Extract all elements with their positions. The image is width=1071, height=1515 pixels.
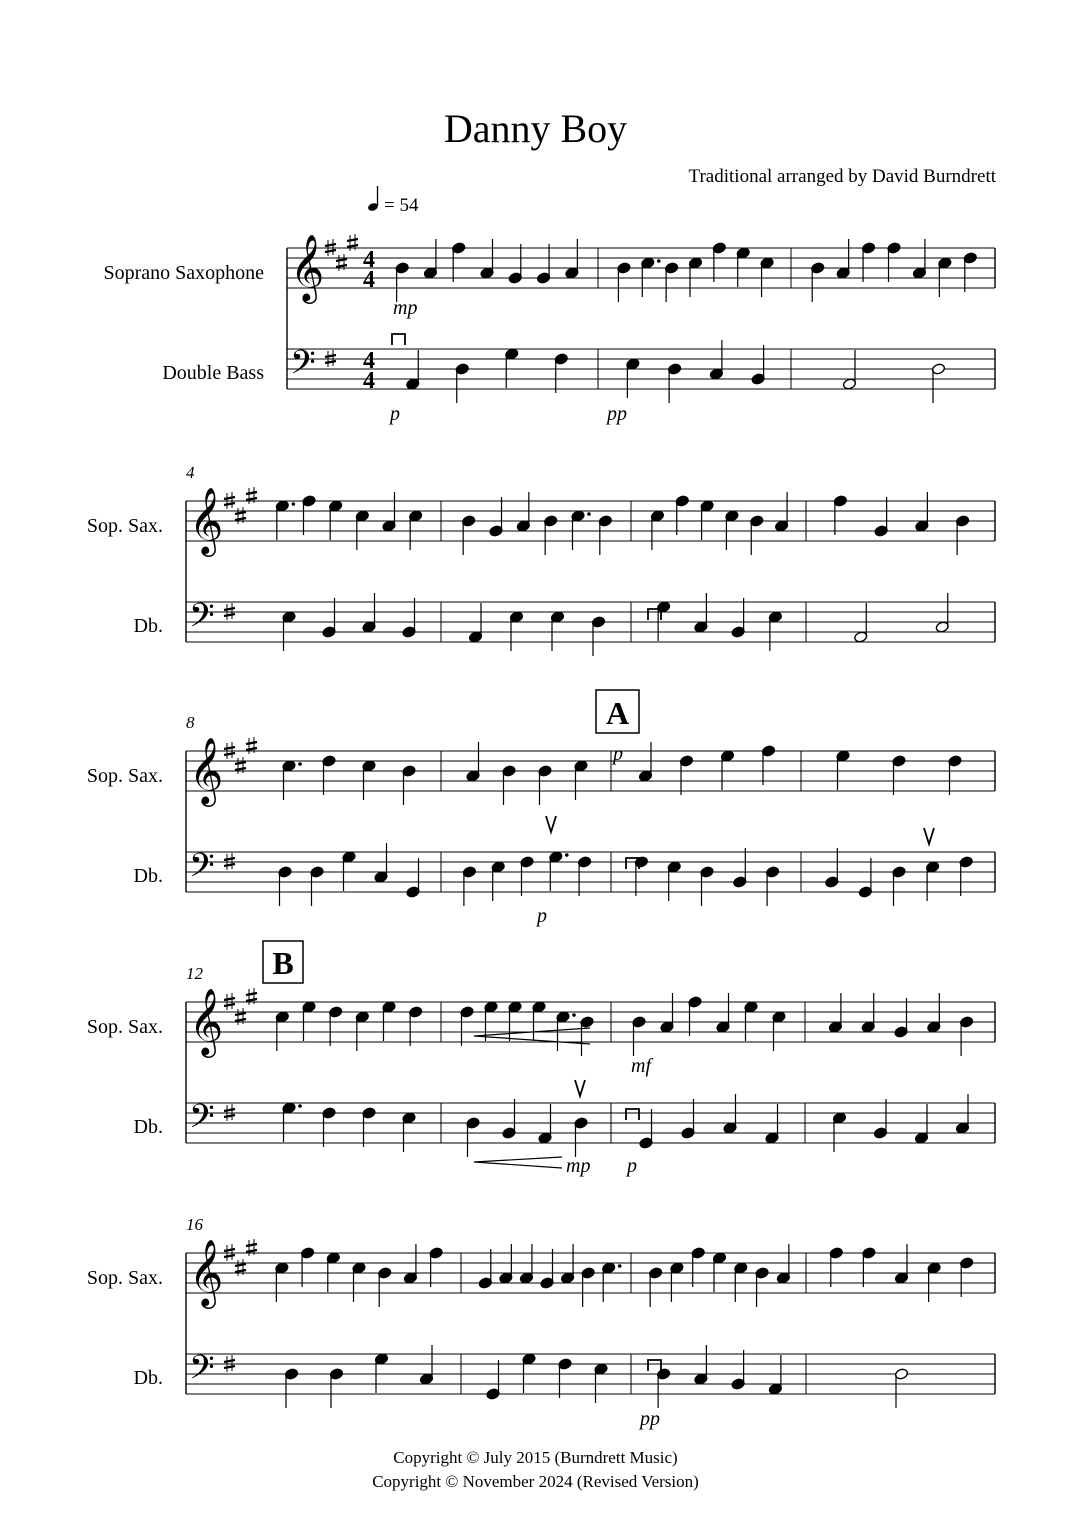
note-head [667,363,681,403]
note-head [731,1350,745,1390]
note-head [688,996,702,1036]
note-head [577,856,591,896]
note-head [326,1252,340,1292]
dynamic-marking: mf [631,1055,651,1077]
note-head [761,745,775,785]
note-head [382,492,396,532]
note-head [574,760,588,800]
dot [587,512,591,516]
note-head [829,1247,843,1287]
note-head [466,742,480,782]
instrument-label-bass: Db. [133,1116,163,1138]
soprano-staff [186,742,995,805]
up-bow-icon [924,828,934,844]
note-head [544,515,558,555]
note-head [352,1262,366,1302]
note-head [536,244,550,284]
rehearsal-mark-b [263,941,303,983]
note-head [302,1001,316,1041]
note-head [731,598,745,638]
note-head [452,242,466,282]
note-head [275,1011,289,1051]
note-head [322,1107,336,1147]
note-head [639,1109,653,1149]
note-head [894,1368,908,1408]
dynamic-marking: p [613,743,623,765]
note-head [329,1006,343,1046]
note-head [927,1262,941,1302]
note-head [402,1112,416,1152]
note-head [322,598,336,638]
note-head [591,616,605,656]
note-head [892,755,906,795]
note-head [538,765,552,805]
note-head [402,598,416,638]
note-head [556,1011,570,1051]
copyright-footer [0,1446,1071,1494]
note-head [502,765,516,805]
bass-clef-icon: 𝄢 [189,597,215,643]
instrument-label-soprano: Sop. Sax. [86,765,163,787]
note-head [925,861,939,901]
note-head [486,1360,500,1400]
note-head [282,1102,296,1142]
note-head [811,262,825,302]
soprano-staff [287,239,995,302]
staff-system [186,736,995,906]
note-head [342,851,356,891]
note-head [409,1006,423,1046]
time-signature: 4 [363,348,375,374]
rehearsal-mark-a [596,690,639,733]
note-head [712,1252,726,1292]
note-head [716,993,730,1033]
note-head [558,1358,572,1398]
staff-system [186,486,995,656]
note-head [302,495,316,535]
note-head [419,1345,433,1385]
bass-staff [287,340,995,403]
measure-number: 16 [186,1215,203,1234]
note-head [374,843,388,883]
dot [298,1104,302,1108]
note-head [755,1267,769,1307]
time-signature: 4 [363,247,375,273]
note-head [960,1257,974,1297]
note-head [948,755,962,795]
dynamic-marking: pp [607,403,627,425]
note-head [660,993,674,1033]
note-head [462,515,476,555]
note-head [617,262,631,302]
note-head [938,257,952,297]
note-head [700,500,714,540]
measure-number: 4 [186,463,195,482]
dynamic-marking: pp [640,1408,660,1430]
note-head [648,1267,662,1307]
note-head [519,1244,533,1284]
note-head [478,1249,492,1289]
note-head [873,1099,887,1139]
note-head [833,495,847,535]
note-head [842,350,856,390]
note-head [688,257,702,297]
note-head [700,866,714,906]
note-head [681,1099,695,1139]
note-head [403,1244,417,1284]
note-head [406,858,420,898]
note-head [455,363,469,403]
note-head [502,1099,516,1139]
note-head [378,1267,392,1307]
note-head [516,492,530,532]
instrument-label-soprano: Soprano Saxophone [103,262,264,284]
note-head [634,856,648,896]
note-head [284,1368,298,1408]
note-head [322,755,336,795]
note-head [667,861,681,901]
note-head [858,858,872,898]
note-head [460,1006,474,1046]
copyright-line: Copyright © July 2015 (Burndrett Music) [393,1448,678,1467]
time-signature: 4 [363,368,375,394]
note-head [466,1117,480,1157]
note-head [581,1267,595,1307]
note-head [329,1368,343,1408]
note-head [491,861,505,901]
note-head [508,244,522,284]
note-head [694,593,708,633]
note-head [691,1247,705,1287]
measure-number: 12 [186,964,203,983]
note-head [894,1244,908,1284]
soprano-staff [186,993,995,1056]
note-head [362,1107,376,1147]
note-head [959,1016,973,1056]
note-head [355,510,369,550]
note-head [638,742,652,782]
time-signature: 4 [363,267,375,293]
soprano-staff [186,492,995,555]
note-head [955,1094,969,1134]
note-head [522,1353,536,1393]
note-head [772,1011,786,1051]
note-head [774,492,788,532]
note-head [468,603,482,643]
dot [298,762,302,766]
bass-clef-icon: 𝄢 [189,1098,215,1144]
dynamic-marking: p [537,905,547,927]
note-head [765,1104,779,1144]
page-title: Danny Boy [443,106,628,151]
dynamic-marking: mp [566,1155,591,1177]
note-head [540,1249,554,1289]
note-head [480,239,494,279]
note-head [508,1001,522,1041]
note-head [751,345,765,385]
note-head [275,500,289,540]
note-head [736,247,750,287]
bass-staff [186,593,995,656]
note-head [574,1117,588,1157]
note-head [429,1247,443,1287]
note-head [509,611,523,651]
note-head [776,1244,790,1284]
svg-text:A: A [605,695,630,731]
note-head [861,993,875,1033]
staff-system [186,987,995,1157]
note-head [744,1001,758,1041]
bass-clef-icon: 𝄢 [189,1349,215,1395]
note-head [282,611,296,651]
note-head [679,755,693,795]
treble-clef-icon: 𝄞 [290,233,325,301]
instrument-label-bass: Db. [133,1367,163,1389]
note-head [560,1244,574,1284]
note-head [768,1355,782,1395]
note-head [861,242,875,282]
up-bow-icon [575,1080,585,1096]
note-head [892,866,906,906]
tempo-marking [367,186,419,216]
dynamic-marking: p [627,1155,637,1177]
note-head [406,350,420,390]
note-head [914,1104,928,1144]
tempo-text: = 54 [384,195,419,216]
note-head [499,1244,513,1284]
down-bow-icon [648,1360,661,1371]
bass-staff [186,843,995,906]
svg-text:B: B [272,945,294,981]
note-head [538,1104,552,1144]
instrument-label-soprano: Sop. Sax. [86,515,163,537]
note-head [632,1016,646,1056]
note-head [594,1363,608,1403]
note-head [854,603,868,643]
note-head [310,866,324,906]
note-head [725,510,739,550]
instrument-label-bass: Double Bass [162,362,264,384]
note-head [836,239,850,279]
dynamic-marking: mp [393,297,418,319]
note-head [580,1016,594,1056]
note-head [931,363,945,403]
dot [565,853,569,857]
note-head [362,760,376,800]
note-head [959,856,973,896]
note-head [894,998,908,1038]
dynamic-marking: p [390,403,400,425]
bass-clef-icon: 𝄢 [189,847,215,893]
note-head [832,1112,846,1152]
note-head [329,500,343,540]
note-head [571,510,585,550]
note-head [423,239,437,279]
note-head [670,1262,684,1302]
instrument-label-bass: Db. [133,865,163,887]
note-head [765,866,779,906]
down-bow-icon [626,1109,639,1120]
note-head [550,611,564,651]
instrument-label-soprano: Sop. Sax. [86,1267,163,1289]
note-head [275,1262,289,1302]
note-head [915,492,929,532]
note-head [723,1094,737,1134]
staff-systems [186,233,995,1408]
note-head [750,515,764,555]
staff-system [186,1238,995,1408]
dot [618,1264,622,1268]
composer-credit: Traditional arranged by David Burndrett [688,166,996,187]
bass-clef-icon: 𝄢 [290,344,316,390]
soprano-staff [186,1244,995,1307]
bass-staff [186,1345,995,1408]
note-head [664,262,678,302]
note-head [641,257,655,297]
note-head [935,593,949,633]
note-head [650,510,664,550]
note-head [874,497,888,537]
treble-clef-icon: 𝄞 [189,486,224,554]
note-head [626,358,640,398]
note-head [520,856,534,896]
crescendo-hairpin [474,1157,562,1168]
dot [292,502,296,506]
note-head [828,993,842,1033]
copyright-line: Copyright © November 2024 (Revised Version) [372,1472,699,1491]
note-head [402,765,416,805]
note-head [887,242,901,282]
note-head [836,750,850,790]
note-head [768,611,782,651]
note-head [374,1353,388,1393]
note-head [912,239,926,279]
treble-clef-icon: 𝄞 [189,1238,224,1306]
note-head [927,993,941,1033]
note-head [462,866,476,906]
treble-clef-icon: 𝄞 [189,987,224,1055]
note-head [278,866,292,906]
up-bow-icon [546,816,556,832]
note-head [955,515,969,555]
note-head [489,497,503,537]
note-head [409,510,423,550]
note-head [760,257,774,297]
note-head [565,239,579,279]
down-bow-icon [392,334,405,345]
note-head [382,1001,396,1041]
note-head [734,1262,748,1302]
note-head [963,252,977,292]
note-head [602,1262,616,1302]
note-head [825,848,839,888]
instrument-label-bass: Db. [133,615,163,637]
note-head [656,601,670,641]
note-head [505,348,519,388]
bass-staff [186,1094,995,1157]
measure-number: 8 [186,713,195,732]
note-head [532,1001,546,1041]
note-head [300,1247,314,1287]
note-head [656,1368,670,1408]
note-head [709,340,723,380]
note-head [694,1345,708,1385]
note-head [862,1247,876,1287]
note-head [598,515,612,555]
dot [657,259,661,263]
dot [572,1013,576,1017]
note-head [362,593,376,633]
note-head [720,750,734,790]
treble-clef-icon: 𝄞 [189,736,224,804]
note-head [554,353,568,393]
note-head [712,242,726,282]
note-head [675,495,689,535]
note-head [733,848,747,888]
note-head [355,1011,369,1051]
note-head [395,262,409,302]
note-head [549,851,563,891]
note-head [282,760,296,800]
instrument-label-soprano: Sop. Sax. [86,1016,163,1038]
